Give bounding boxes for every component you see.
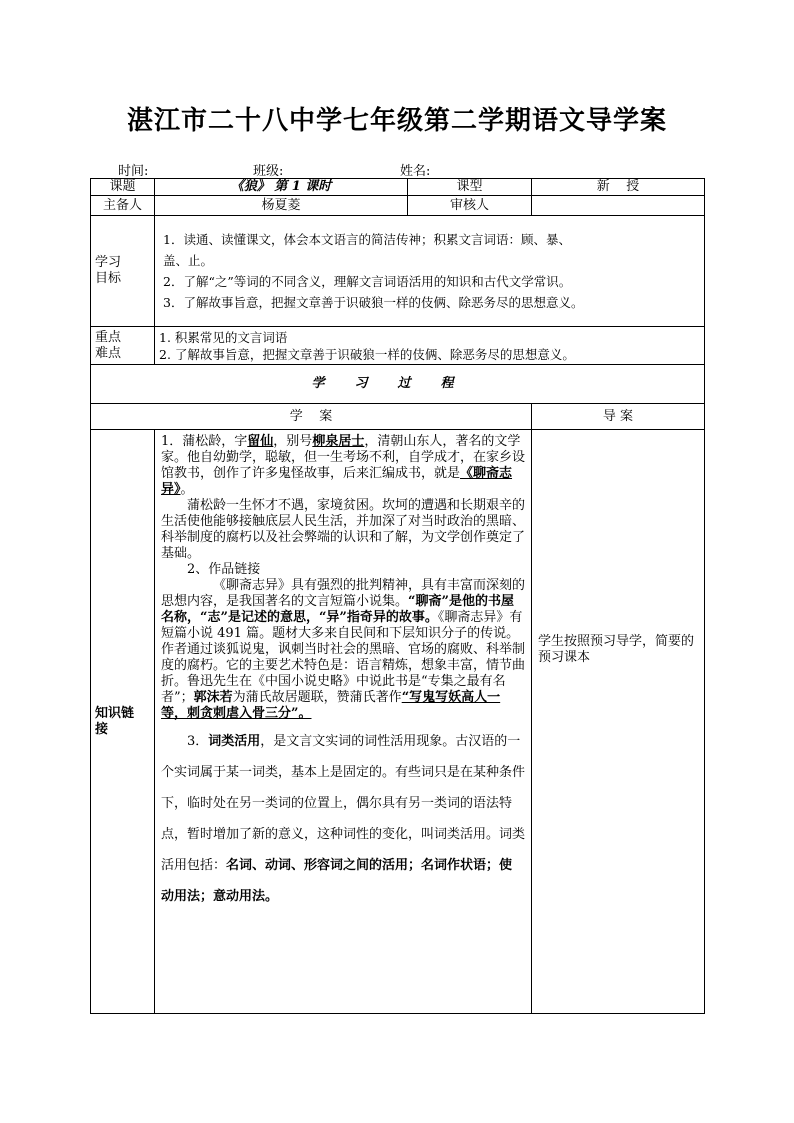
works-heading: 2、作品链接: [187, 562, 261, 577]
type-label: 课型: [408, 179, 532, 196]
objective-item: 1．读通、读懂课文，体会本文语言的简洁传神；积累文言词语：顾、暴、: [163, 232, 571, 247]
reviewer-label: 审核人: [408, 196, 532, 216]
type-value: 新 授: [532, 179, 705, 196]
lesson-plan-table: [90, 178, 705, 1014]
process-title: 学习过程: [91, 365, 705, 404]
courtesy-name: 留仙: [247, 434, 274, 449]
preparer-row: [91, 196, 705, 216]
objectives-label-line1: 学习: [95, 255, 122, 270]
pen-name: 柳泉居士: [312, 434, 365, 449]
class-label: 班级:: [253, 164, 284, 179]
knowledge-label-line1: 知识链: [95, 705, 135, 721]
objective-item: 盖、止。: [163, 253, 214, 268]
knowledge-label: [91, 430, 155, 1014]
objectives-row: [91, 216, 705, 327]
topic-row: [91, 179, 705, 196]
preparer-value: 杨夏菱: [155, 196, 408, 216]
keypoints-row: [91, 327, 705, 365]
guide-note: 学生按照预习导学，简要的预习课本: [532, 430, 705, 1014]
keypoints-label-line2: 难点: [95, 345, 122, 361]
knowledge-row: [91, 430, 705, 1014]
knowledge-content: [155, 430, 532, 1014]
objectives-label: [91, 216, 155, 327]
topic-label: 课题: [91, 179, 155, 196]
preparer-label: 主备人: [91, 196, 155, 216]
guide-column-header: 导 案: [532, 404, 705, 430]
word-class-paragraph: 3．词类活用，是文言文实词的词性活用现象。古汉语的一个实词属于某一词类，基本上是固定的。有些词只是在某种条件下，临时处在另一类词的位置上，偶尔具有另一类词的语法特点，暂时增加了新的意义，这种词性的变化，叫词类活用。词类活用包括：名词、动词、形容词之间的活用；名词作状语；使动用法；意动用法。: [161, 734, 526, 904]
couplet-quote: “写鬼写妖高人一等，刺贪刺虐入骨三分”。: [161, 690, 501, 721]
reviewer-value: [532, 196, 705, 216]
process-title-row: [91, 365, 705, 404]
keypoint-item: 1. 积累常见的文言词语: [159, 329, 288, 345]
life-paragraph: 蒲松龄一生怀才不遇，家境贫困。坎坷的遭遇和长期艰辛的生活使他能够接触底层人民生活，并加深了对当时政治的黑暗、科举制度的腐朽以及社会弊端的认识和了解，为文学创作奠定了基础。: [161, 498, 526, 561]
name-label: 姓名:: [400, 164, 431, 179]
knowledge-label-line2: 接: [95, 721, 109, 737]
keypoints-content: [155, 327, 705, 365]
page-title: 湛江市二十八中学七年级第二学期语文导学案: [126, 106, 667, 136]
study-column-header: 学 案: [91, 404, 532, 430]
keypoint-item: 2. 了解故事旨意，把握文章善于识破狼一样的伎俩、除恶务尽的思想意义。: [159, 346, 575, 362]
time-label: 时间:: [118, 164, 149, 179]
objective-item: 3．了解故事旨意，把握文章善于识破狼一样的伎俩、除恶务尽的思想意义。: [163, 295, 584, 310]
works-paragraph: 《聊斋志异》具有强烈的批判精神，具有丰富而深刻的思想内容，是我国著名的文言短篇小说集。“聊斋”是他的书屋名称，“志”是记述的意思，“异”指奇异的故事。《聊斋志异》有短篇小说 491 篇。题材大多来自民间和下层知识分子的传说。作者通过谈狐说鬼，讽刺当时社会的黑暗、官场的腐败、科举制度的腐朽。它的主要艺术特色是：语言精炼，想象丰富，情节曲折。鲁迅先生在《中国小说史略》中说此书是“专集之最有名者”；郭沫若为蒲氏故居题联，赞蒲氏著作“写鬼写妖高人一等，刺贪刺虐入骨三分”。: [161, 578, 526, 721]
book-title: 《聊斋志异》: [161, 466, 513, 497]
topic-value: 《狼》 第 1 课时: [155, 179, 408, 196]
objective-item: 2．了解“之”等词的不同含义，理解文言词语活用的知识和古代文学常识。: [163, 274, 572, 289]
objectives-label-line2: 目标: [95, 271, 122, 286]
column-header-row: [91, 404, 705, 430]
author-paragraph: 1．蒲松龄，字留仙，别号柳泉居士，清朝山东人，著名的文学家。他自幼勤学，聪敏，但一生考场不利，自学成才，在家乡设馆教书，创作了许多鬼怪故事，后来汇编成书，就是《聊斋志异》。: [161, 434, 526, 497]
objectives-content: [155, 216, 705, 327]
keypoints-label-line1: 重点: [95, 329, 122, 345]
keypoints-label: [91, 327, 155, 365]
